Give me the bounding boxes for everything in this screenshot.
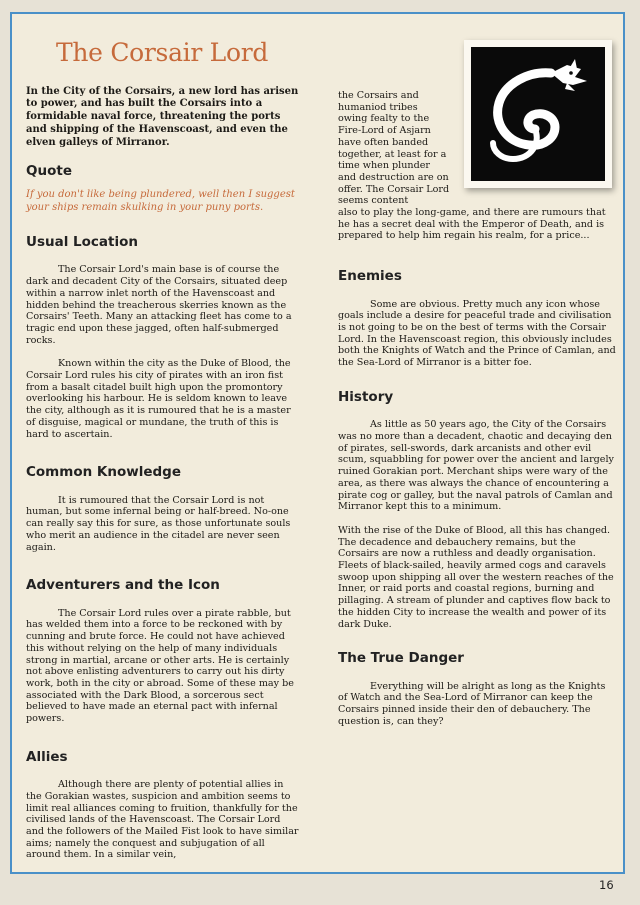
allies-p1: Although there are plenty of potential allies in the Gorakian wastes, suspicion and ambition seems to limit real alliances coming to fruition, thankfully for the civilised lands of the Havenscoast. The Corsair Lord and the followers of the Mailed Fist look to have similar aims; namely the conquest and subjugation of all around them. In a similar vein, bbox=[26, 779, 299, 861]
common-knowledge-p1: It is rumoured that the Corsair Lord is not human, but some infernal being or half-breed. No-one can really say this for sure, as those unfortunate souls who merit an audience in the citadel are never seen again. bbox=[26, 494, 291, 553]
true-danger-heading: The True Danger bbox=[338, 650, 464, 667]
allies-continuation-float: the Corsairs and humaniod tribes owing fealty to the Fire-Lord of Asjarn have often banded together, at least for a time when plunder and destruction are on offer. The Corsair Lord seems content bbox=[338, 90, 450, 207]
quote-heading: Quote bbox=[26, 163, 72, 180]
true-danger-p1: Everything will be alright as long as the Knights of Watch and the Sea-Lord of Mirranor can keep the Corsairs pinned inside their den of debauchery. The question is, can they? bbox=[338, 680, 606, 727]
enemies-heading: Enemies bbox=[338, 268, 402, 285]
adventurers-heading: Adventurers and the Icon bbox=[26, 577, 220, 594]
intro-text: In the City of the Corsairs, a new lord has arisen to power, and has built the Corsairs into a formidable naval force, threatening the ports and shipping of the Havenscoast, and even the elven galleys of Mirranor. bbox=[26, 85, 299, 148]
page-number: 16 bbox=[599, 878, 614, 892]
usual-location-heading: Usual Location bbox=[26, 233, 139, 250]
adventurers-p1: The Corsair Lord rules over a pirate rabble, but has welded them into a force to be reckoned with by cunning and brute force. He could not have achieved this without relying on the help of many individuals strong in martial, arcane or other arts. He is certainly not above enlisting adventurers to carry out his dirty work, both in the city or abroad. Some of these may be associated with the Dark Blood, a sorcerous sect believed to have made an eternal pact with infernal powers. bbox=[26, 607, 294, 725]
usual-location-p1: The Corsair Lord's main base is of course the dark and decadent City of the Corsairs, situated deep within a narrow inlet north of the Havenscoast and hidden behind the treacherous skerries known as the Corsairs' Teeth. Many an attacking fleet has come to a tragic end upon these jagged, often half-submerged rocks. bbox=[26, 264, 292, 346]
right-column bbox=[338, 90, 616, 728]
history-p1: As little as 50 years ago, the City of the Corsairs was no more than a decadent, chaotic and decaying den of pirates, sell-swords, dark arcanists and other evil scum, squabbling for power over the ancient and largely ruined Gorakian port. Merchant ships were wary of the area, as there was always the chance of encountering a pirate cog or galley, but the naval patrols of Camlan and Mirranor kept this to a minimum. bbox=[338, 419, 614, 513]
usual-location-p2: Known within the city as the Duke of Blood, the Corsair Lord rules his city of pirates with an iron fist from a basalt citadel built high upon the promontory overlooking his harbour. He is seldom known to leave the city, although as it is rumoured that he is a master of disguise, magical or mundane, the truth of this is hard to ascertain. bbox=[26, 358, 291, 440]
common-knowledge-heading: Common Knowledge bbox=[26, 464, 181, 481]
history-p2: With the rise of the Duke of Blood, all this has changed. The decadence and debauchery remains, but the Corsairs are now a ruthless and deadly organisation. Fleets of black-sailed, heavily armed cogs and caravels swoop upon shipping all over the western reaches of the Inner, or raid ports and coastal regions, burning and pillaging. A stream of plunder and captives flow back to the hidden City to increase the wealth and power of its dark Duke. bbox=[338, 524, 614, 630]
enemies-p1: Some are obvious. Pretty much any icon whose goals include a desire for peaceful trade and civilisation is not going to be on the best of terms with the Corsair Lord. In the Havenscoast region, this obviously includes both the Knights of Watch and the Prince of Camlan, and the Sea-Lord of Mirranor is a bitter foe. bbox=[338, 298, 616, 369]
page-title: The Corsair Lord bbox=[56, 38, 269, 67]
left-column bbox=[26, 38, 300, 861]
quote-text: If you don't like being plundered, well then I suggest your ships remain skulking in your puny ports. bbox=[26, 188, 295, 213]
allies-heading: Allies bbox=[26, 748, 68, 765]
history-heading: History bbox=[338, 388, 394, 405]
allies-continuation: also to play the long-game, and there are rumours that he has a secret deal with the Emperor of Death, and is prepared to help him regain his realm, for a price... bbox=[338, 207, 606, 242]
